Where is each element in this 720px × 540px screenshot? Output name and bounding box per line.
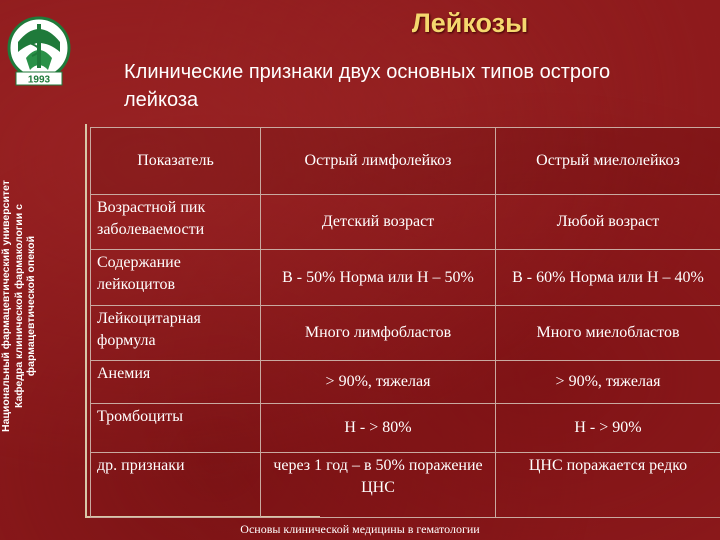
table-cell: Н - > 90%: [496, 404, 720, 453]
table-row: [91, 404, 720, 453]
row-label: Содержание лейкоцитов: [91, 250, 261, 306]
header-cell: Острый миелолейкоз: [496, 128, 720, 195]
table-cell: Много миелобластов: [496, 306, 720, 361]
table-row: [91, 306, 720, 361]
table-cell: ЦНС поражается редко: [496, 453, 720, 518]
comparison-table: [90, 127, 720, 518]
table-cell: В - 60% Норма или Н – 40%: [496, 250, 720, 306]
table-cell: через 1 год – в 50% поражение ЦНС: [261, 453, 496, 518]
header-cell: Показатель: [91, 128, 261, 195]
header-cell: Острый лимфолейкоз: [261, 128, 496, 195]
row-label: др. признаки: [91, 453, 261, 518]
slide-subtitle: Клинические признаки двух основных типов острого лейкоза: [124, 61, 611, 111]
side-caption-line: фармацевтической опекой: [25, 235, 37, 377]
table-row: [91, 250, 720, 306]
side-caption-line: Национальный фармацевтический университет: [0, 180, 12, 432]
row-label: Возрастной пик заболеваемости: [91, 195, 261, 250]
side-caption-line: Кафедра клинической фармакологии с: [12, 204, 25, 408]
table-cell: > 90%, тяжелая: [496, 361, 720, 404]
table-row: [91, 361, 720, 404]
table-cell: В - 50% Норма или Н – 50%: [261, 250, 496, 306]
slide-footer: Основы клинической медицины в гематологии: [240, 522, 480, 536]
table-row: [91, 453, 720, 518]
side-caption: [0, 136, 60, 476]
decorative-vertical-line: [85, 124, 87, 516]
table-cell: Много лимфобластов: [261, 306, 496, 361]
logo-year: 1993: [27, 74, 51, 86]
table-row: [91, 195, 720, 250]
table-header-row: [91, 128, 720, 195]
university-logo: [6, 12, 72, 88]
row-label: Лейкоцитарная формула: [91, 306, 261, 361]
table-cell: Любой возраст: [496, 195, 720, 250]
table-cell: Детский возраст: [261, 195, 496, 250]
table-cell: Н - > 80%: [261, 404, 496, 453]
row-label: Тромбоциты: [91, 404, 261, 453]
row-label: Анемия: [91, 361, 261, 404]
slide-title: Лейкозы: [411, 8, 529, 38]
table-cell: > 90%, тяжелая: [261, 361, 496, 404]
